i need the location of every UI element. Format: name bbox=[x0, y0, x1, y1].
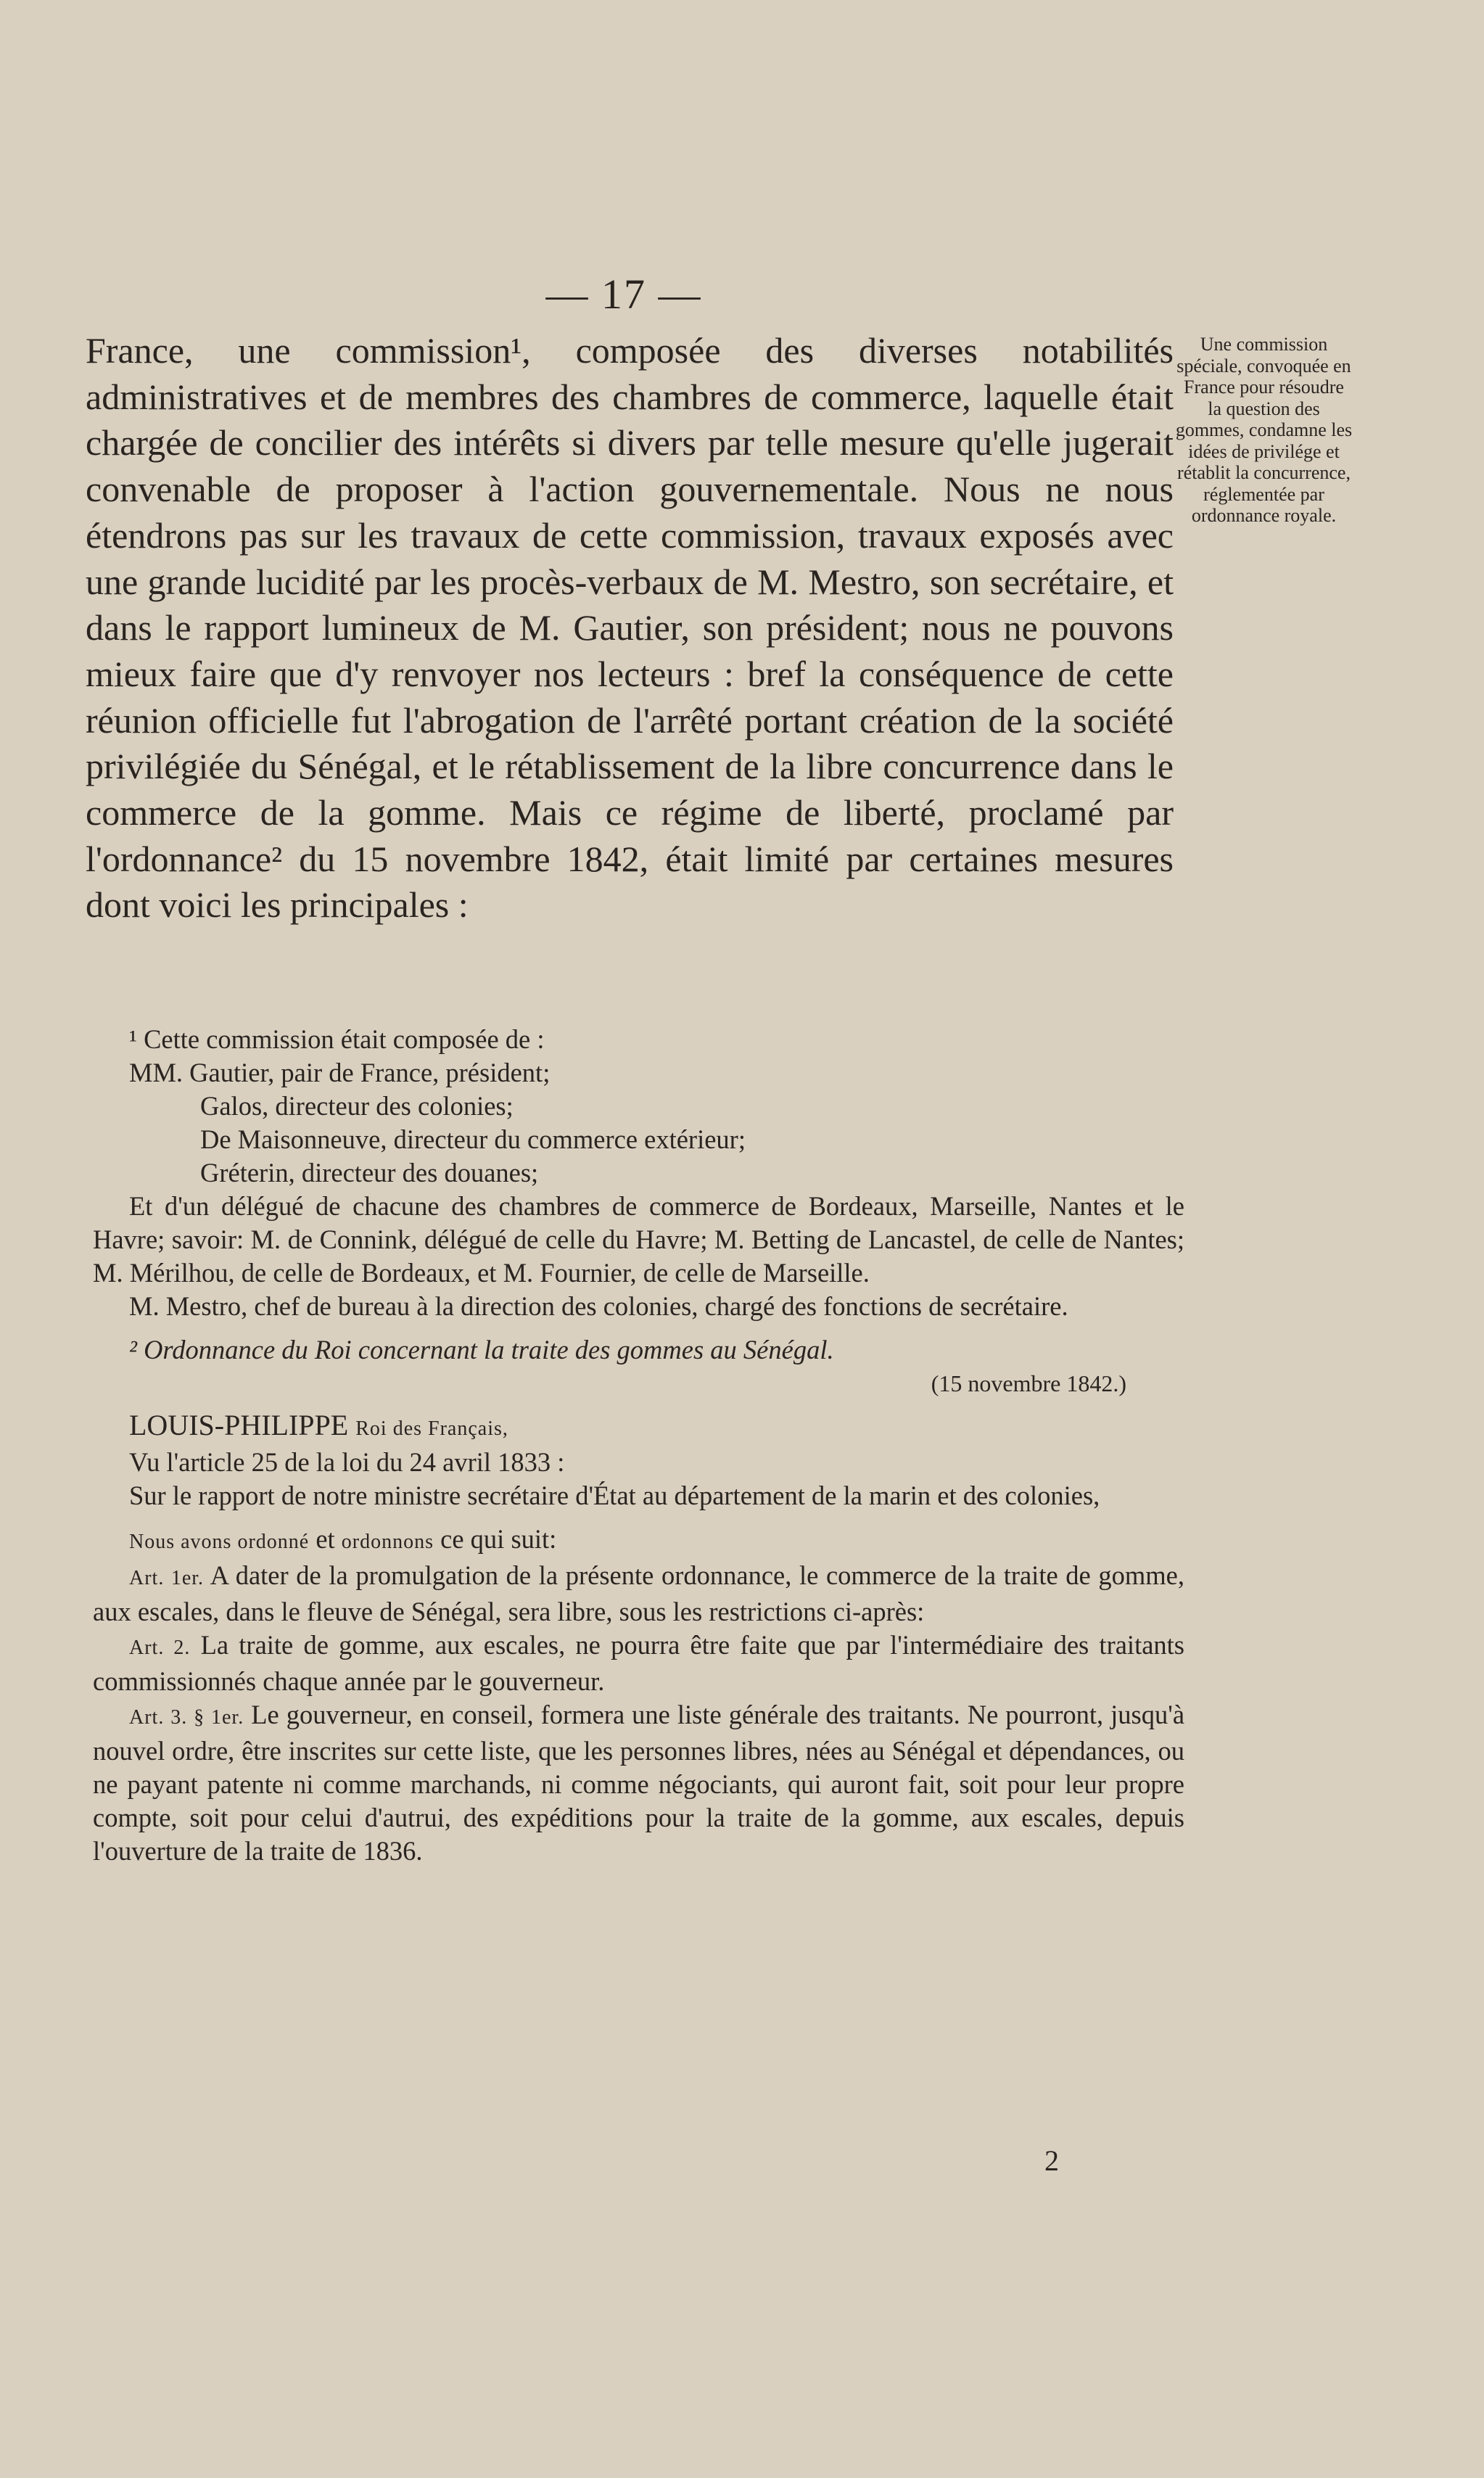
article-3-label: Art. 3. § 1er. bbox=[129, 1706, 244, 1729]
footnote2-date: (15 novembre 1842.) bbox=[931, 1370, 1126, 1396]
footnote1-member: MM. Gautier, pair de France, président; bbox=[129, 1058, 551, 1087]
article-1-text: A dater de la promulgation de la présente ordonnance, le commerce de la traite de gomme, aux escales, dans le fleuve de Sénégal, sera libre, sous les restrictions ci-après: bbox=[93, 1560, 1185, 1626]
king-title: Roi des Français, bbox=[355, 1417, 508, 1440]
footnotes bbox=[93, 1023, 1184, 1868]
footnote1-intro: ¹ Cette commission était composée de : bbox=[129, 1024, 545, 1054]
article-1-label: Art. 1er. bbox=[129, 1567, 205, 1589]
footnote1-member: Galos, directeur des colonies; bbox=[200, 1091, 514, 1121]
formula-ordonnons: ordonnons bbox=[341, 1531, 434, 1553]
footnote1-member: Gréterin, directeur des douanes; bbox=[200, 1158, 539, 1187]
footnote1-member: De Maisonneuve, directeur du commerce extérieur; bbox=[200, 1124, 746, 1154]
article-2 bbox=[93, 1629, 1184, 1698]
formula-nous-avons: Nous avons ordonné bbox=[129, 1531, 310, 1553]
footnote2-title: ² Ordonnance du Roi concernant la traite des gommes au Sénégal. bbox=[129, 1335, 834, 1364]
article-3-text: Le gouverneur, en conseil, formera une liste générale des traitants. Ne pourront, jusqu'à nouvel ordre, être inscrites sur cette liste, que les personnes libres, nées au Sénégal et dépendances, ou ne payant patente ni comme marchands, ni comme négociants, qui auront fait, soit pour leur propre compte, soit pour celui d'autrui, des expéditions pour la traite de la gomme, aux escales, depuis l'ouverture de la traite de 1836. bbox=[93, 1700, 1185, 1866]
footnote2-king bbox=[93, 1409, 1184, 1446]
article-2-text: La traite de gomme, aux escales, ne pourra être faite que par l'intermédiaire des traitants commissionnés chaque année par le gouverneur. bbox=[93, 1630, 1185, 1696]
footnote1-secretary: M. Mestro, chef de bureau à la direction des colonies, chargé des fonctions de secrétaire. bbox=[129, 1291, 1068, 1321]
formula-ce-qui-suit: ce qui suit: bbox=[440, 1524, 557, 1554]
king-name: LOUIS-PHILIPPE bbox=[129, 1409, 349, 1441]
article-1 bbox=[93, 1559, 1184, 1629]
article-3 bbox=[93, 1698, 1184, 1868]
margin-note: Une commission spéciale, convoquée en France pour résoudre la question des gommes, condamne les idées de privilége et rétablit la concurrence, réglementée par ordonnance royale. bbox=[1175, 334, 1353, 526]
signature-mark: 2 bbox=[1044, 2144, 1059, 2177]
formula-et: et bbox=[316, 1524, 335, 1554]
footnote1-delegates: Et d'un délégué de chacune des chambres de commerce de Bordeaux, Marseille, Nantes et le Havre; savoir: M. de Connink, délégué de celle du Havre; M. Betting de Lancastel, de celle de Nantes; M. Mérilhou, de celle de Bordeaux, et M. Fournier, de celle de Marseille. bbox=[93, 1191, 1184, 1288]
footnote2-formula bbox=[93, 1523, 1184, 1559]
main-paragraph: France, une commission¹, composée des diverses notabilités administratives et de membres des chambres de commerce, laquelle était chargée de concilier des intérêts si divers par telle mesure qu'elle jugerait convenable de proposer à l'action gouvernementale. Nous ne nous étendrons pas sur les travaux de cette commission, travaux exposés avec une grande lucidité par les procès-verbaux de M. Mestro, son secrétaire, et dans le rapport lumineux de M. Gautier, son président; nous ne pouvons mieux faire que d'y renvoyer nos lecteurs : bref la conséquence de cette réunion officielle fut l'abrogation de l'arrêté portant création de la société privilégiée du Sénégal, et le rétablissement de la libre concurrence dans le commerce de la gomme. Mais ce régime de liberté, proclamé par l'ordonnance² du 15 novembre 1842, était limité par certaines mesures dont voici les principales : bbox=[86, 330, 1174, 926]
footnote2-report: Sur le rapport de notre ministre secrétaire d'État au département de la marin et des colonies, bbox=[129, 1481, 1100, 1510]
page-number: — 17 — bbox=[545, 271, 702, 318]
main-text bbox=[86, 328, 1174, 929]
article-2-label: Art. 2. bbox=[129, 1637, 191, 1659]
footnote2-vu: Vu l'article 25 de la loi du 24 avril 1833 : bbox=[129, 1447, 565, 1477]
